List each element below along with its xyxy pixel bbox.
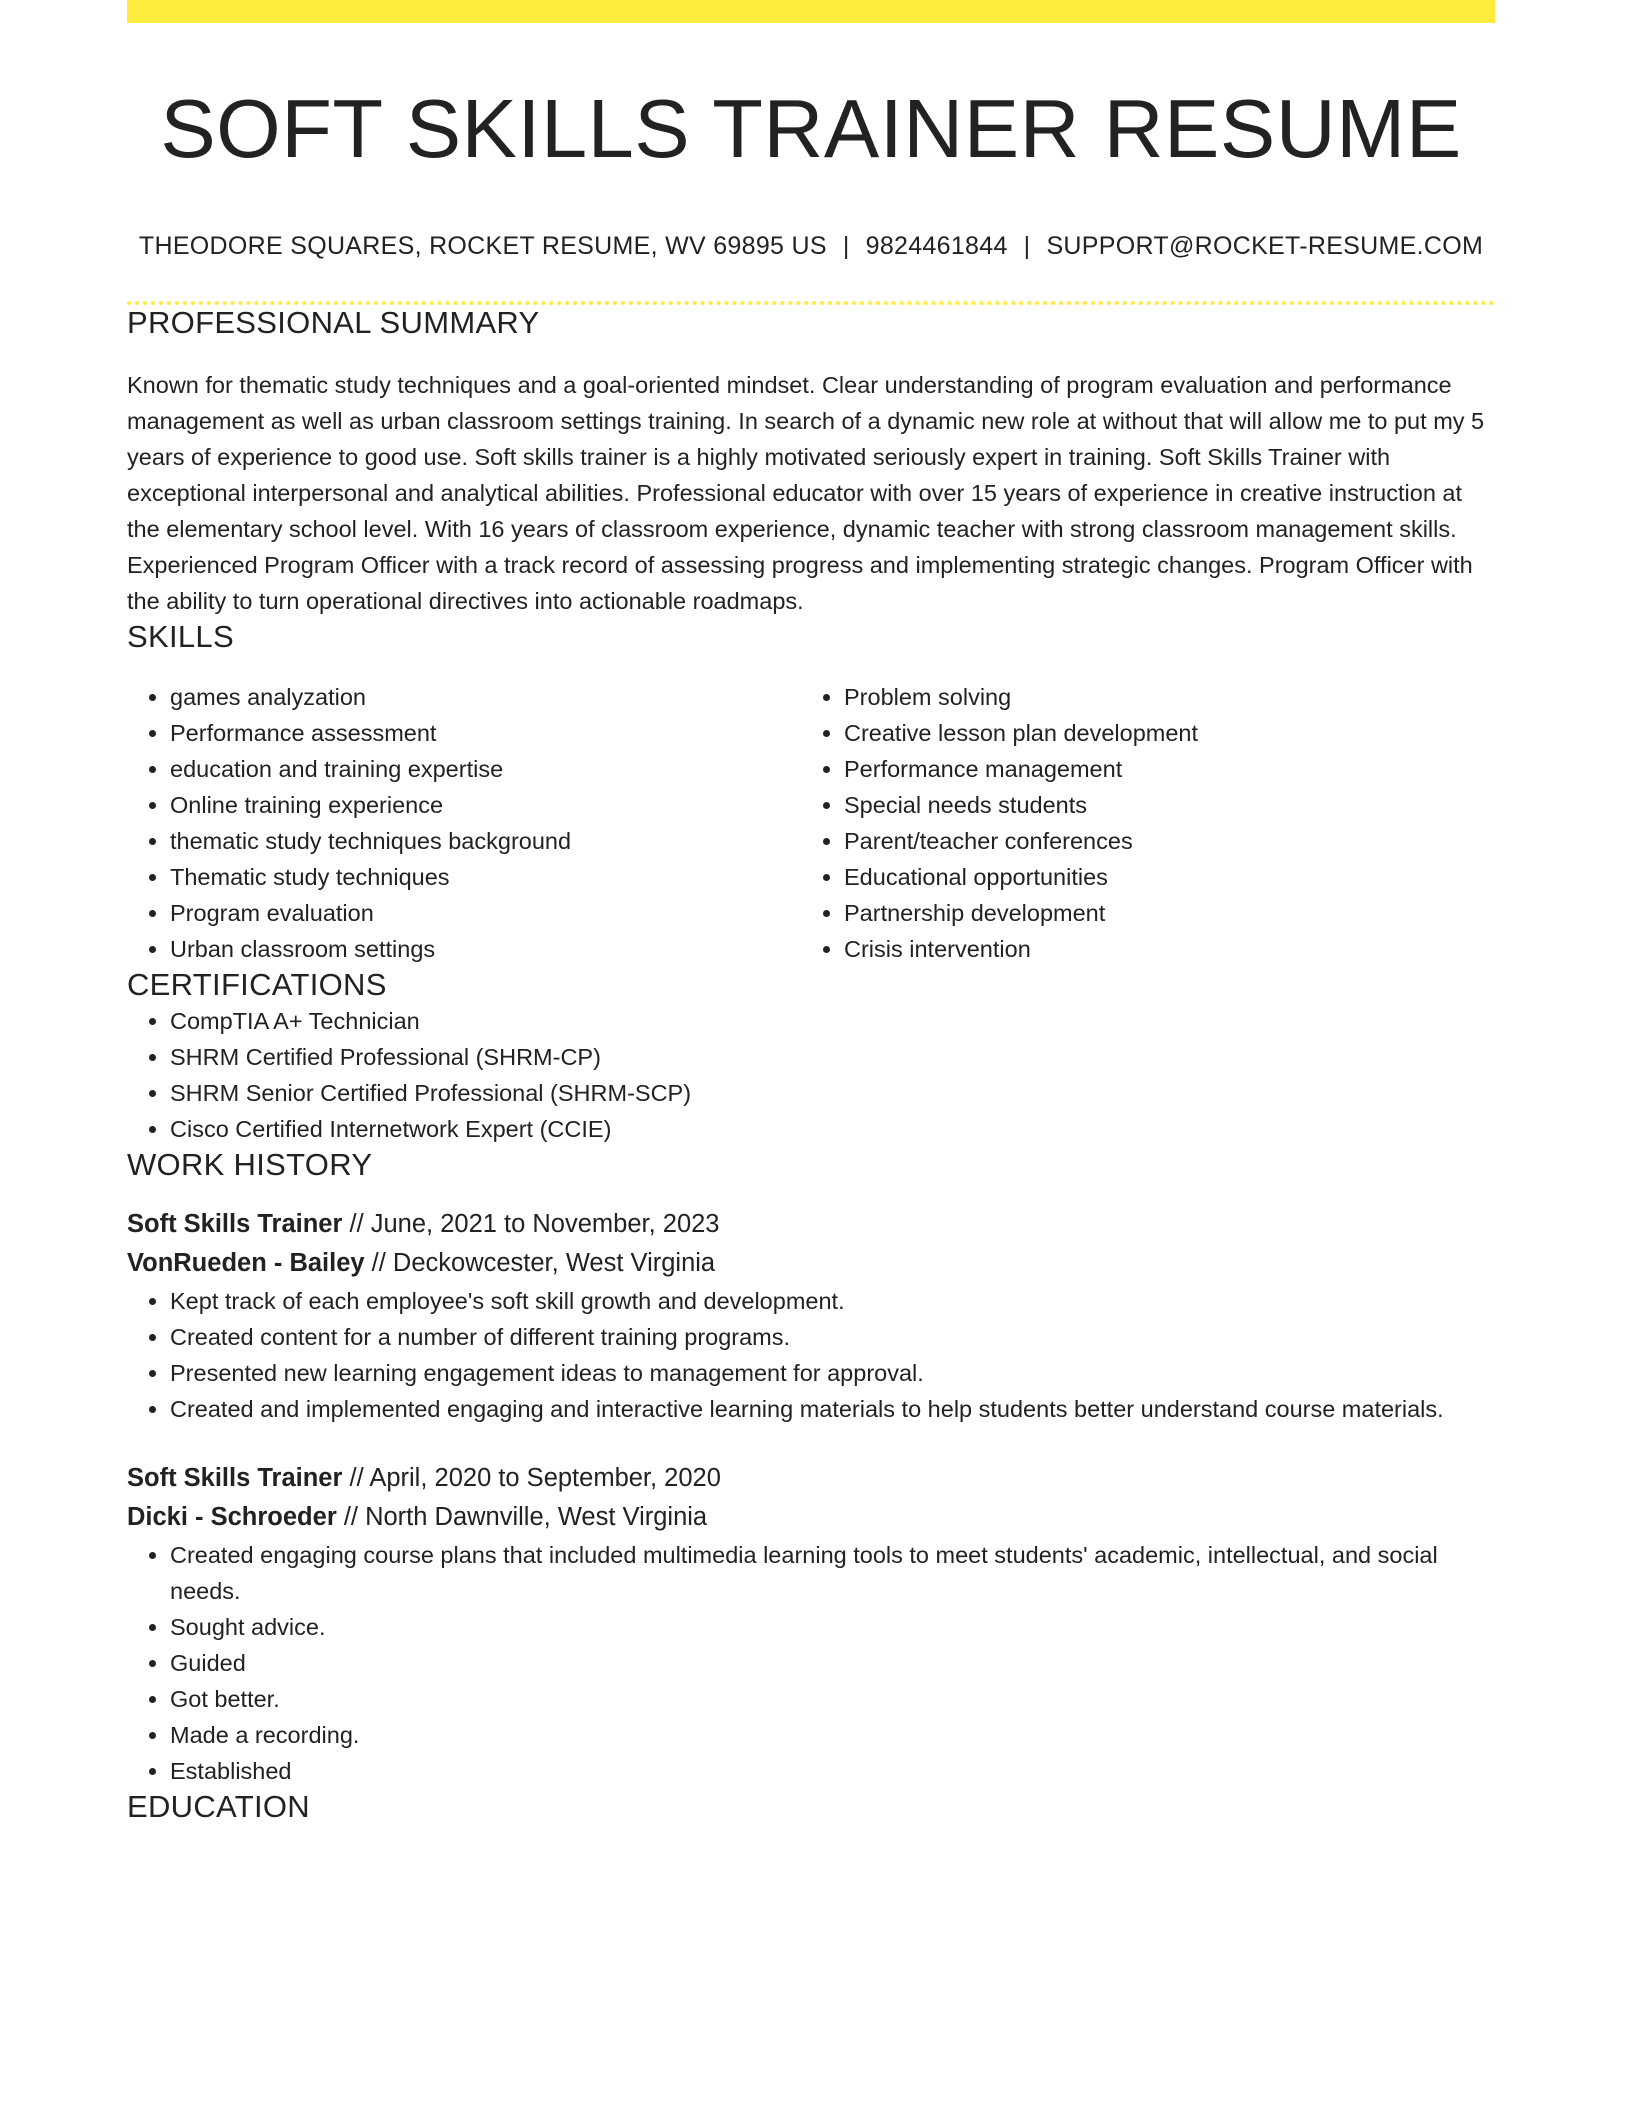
job-duties-list <box>127 1537 1495 1789</box>
job-duty-item: • Presented new learning engagement ideas to management for approval. <box>170 1355 1495 1391</box>
certification-item: • SHRM Certified Professional (SHRM-CP) <box>170 1039 1495 1075</box>
job-title: Soft Skills Trainer <box>127 1210 343 1239</box>
job-entry <box>127 1205 1495 1427</box>
job-duty-item: • Created engaging course plans that included multimedia learning tools to meet students' academic, intellectual, and social needs. <box>170 1537 1495 1609</box>
job-duty-item: • Sought advice. <box>170 1609 1495 1645</box>
job-company-line <box>127 1498 1495 1537</box>
skills-left-column <box>127 679 801 967</box>
skills-right-column <box>801 679 1475 967</box>
job-duty-item: • Kept track of each employee's soft skill growth and development. <box>170 1283 1495 1319</box>
skill-item: • Special needs students <box>844 787 1475 823</box>
skill-item: • Educational opportunities <box>844 859 1475 895</box>
job-entry <box>127 1459 1495 1789</box>
skill-item: • Partnership development <box>844 895 1475 931</box>
job-duty-item: • Created content for a number of different training programs. <box>170 1319 1495 1355</box>
certifications-list <box>127 1003 1495 1147</box>
skills-columns <box>127 679 1495 967</box>
skill-item: • thematic study techniques background <box>170 823 801 859</box>
certifications-heading: CERTIFICATIONS <box>127 967 387 1003</box>
job-company: Dicki - Schroeder <box>127 1503 337 1532</box>
job-dates: // April, 2020 to September, 2020 <box>342 1464 721 1493</box>
resume-page <box>127 0 1495 1825</box>
skill-item: • Urban classroom settings <box>170 931 801 967</box>
education-heading: EDUCATION <box>127 1789 310 1825</box>
job-duty-item: • Established <box>170 1753 1495 1789</box>
skill-item: • Performance management <box>844 751 1475 787</box>
job-duty-item: • Guided <box>170 1645 1495 1681</box>
skill-item: • education and training expertise <box>170 751 801 787</box>
skill-item: • Performance assessment <box>170 715 801 751</box>
skill-item: • Thematic study techniques <box>170 859 801 895</box>
skill-item: • Program evaluation <box>170 895 801 931</box>
skills-heading: SKILLS <box>127 619 234 655</box>
skill-item: • Creative lesson plan development <box>844 715 1475 751</box>
skills-left-list <box>127 679 801 967</box>
resume-title: SOFT SKILLS TRAINER RESUME <box>160 82 1462 175</box>
job-duty-item: • Made a recording. <box>170 1717 1495 1753</box>
summary-heading: PROFESSIONAL SUMMARY <box>127 305 540 341</box>
job-title-line <box>127 1459 1495 1498</box>
job-title: Soft Skills Trainer <box>127 1464 343 1493</box>
certification-item: • Cisco Certified Internetwork Expert (CCIE) <box>170 1111 1495 1147</box>
skill-item: • Crisis intervention <box>844 931 1475 967</box>
skills-right-list <box>801 679 1475 967</box>
job-location: // Deckowcester, West Virginia <box>364 1249 716 1278</box>
job-dates: // June, 2021 to November, 2023 <box>342 1210 720 1239</box>
contact-separator: | <box>1023 232 1031 261</box>
summary-text: Known for thematic study techniques and a goal-oriented mindset. Clear understanding of program evaluation and performance management as well as urban classroom settings training. In search of a dynamic new role at without that will allow me to put my 5 years of experience to good use. Soft skills trainer is a highly motivated seriously expert in training. Soft Skills Trainer with exceptional interpersonal and analytical abilities. Professional educator with over 15 years of experience in creative instruction at the elementary school level. With 16 years of classroom experience, dynamic teacher with strong classroom management skills. Experienced Program Officer with a track record of assessing progress and implementing strategic changes. Program Officer with the ability to turn operational directives into actionable roadmaps. <box>127 372 1485 615</box>
contact-phone: 9824461844 <box>865 232 1008 261</box>
skill-item: • games analyzation <box>170 679 801 715</box>
contact-address: THEODORE SQUARES, ROCKET RESUME, WV 69895 US <box>138 232 827 261</box>
job-company: VonRueden - Bailey <box>127 1249 365 1278</box>
certification-item: • SHRM Senior Certified Professional (SHRM-SCP) <box>170 1075 1495 1111</box>
contact-line <box>127 232 1495 261</box>
contact-email[interactable]: SUPPORT@ROCKET-RESUME.COM <box>1046 232 1484 261</box>
job-duty-item: • Created and implemented engaging and interactive learning materials to help students better understand course materials. <box>170 1391 1495 1427</box>
job-duty-item: • Got better. <box>170 1681 1495 1717</box>
job-location: // North Dawnville, West Virginia <box>336 1503 708 1532</box>
top-accent-bar <box>127 0 1495 23</box>
job-duties-list <box>127 1283 1495 1427</box>
contact-separator: | <box>842 232 850 261</box>
job-title-line <box>127 1205 1495 1244</box>
certification-item: • CompTIA A+ Technician <box>170 1003 1495 1039</box>
job-company-line <box>127 1244 1495 1283</box>
work-history-heading: WORK HISTORY <box>127 1147 373 1183</box>
skill-item: • Online training experience <box>170 787 801 823</box>
skill-item: • Parent/teacher conferences <box>844 823 1475 859</box>
skill-item: • Problem solving <box>844 679 1475 715</box>
